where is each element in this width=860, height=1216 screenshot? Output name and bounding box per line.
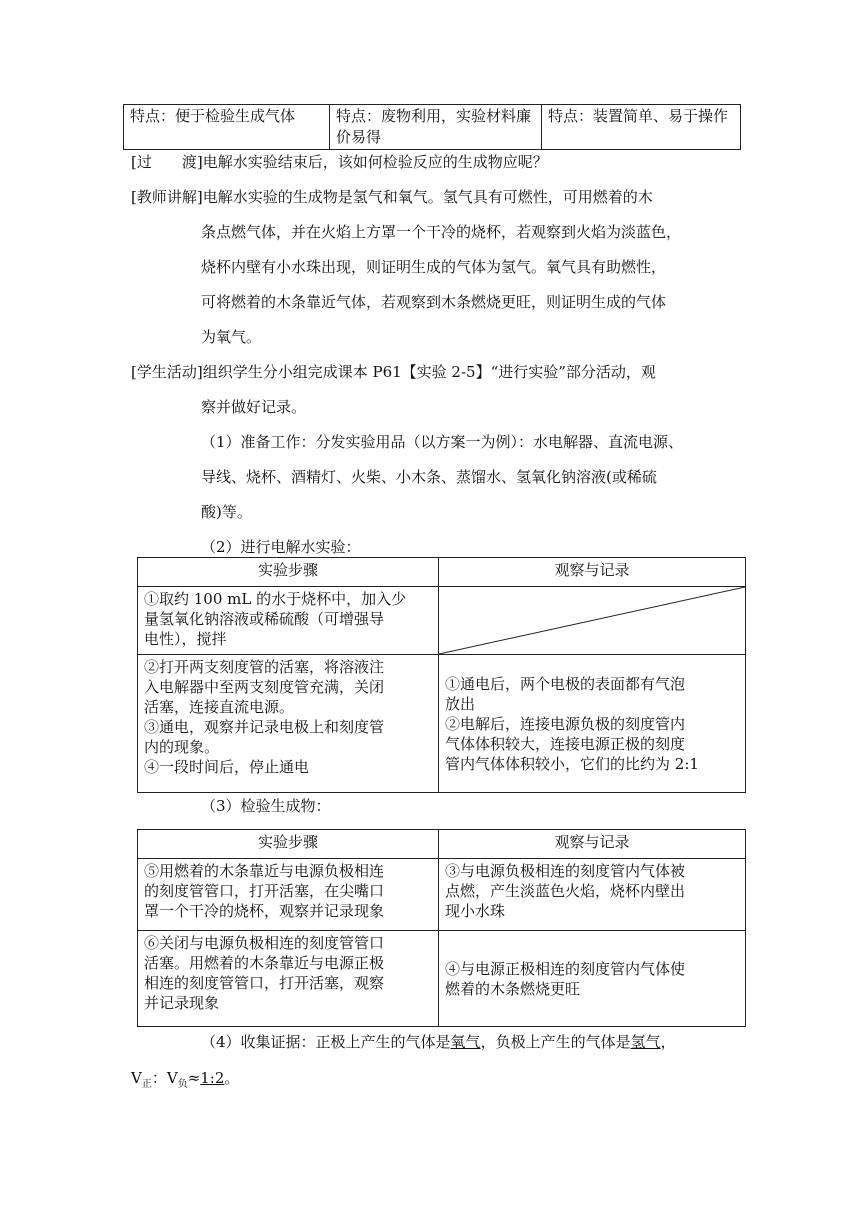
evidence-line bbox=[201, 1032, 676, 1052]
student-line: 察并做好记录。 bbox=[201, 398, 307, 416]
prep-line: 导线、烧杯、酒精灯、火柴、小木条、蒸馏水、氢氧化钠溶液(或稀硫 bbox=[201, 468, 657, 486]
step-line: ②打开两支刻度管的活塞，将溶液注 bbox=[144, 658, 385, 676]
step2-heading: （2）进行电解水实验： bbox=[201, 538, 361, 556]
observation-line: ②电解后，连接电源负极的刻度管内 bbox=[445, 714, 686, 733]
transition-paragraph bbox=[131, 152, 548, 172]
observation-cell bbox=[439, 859, 746, 931]
step-line: 的刻度管管口，打开活塞，在尖嘴口 bbox=[144, 882, 385, 900]
student-paragraph bbox=[131, 362, 656, 382]
observation-line: 放出 bbox=[445, 694, 476, 713]
step-line: 内的现象。 bbox=[144, 738, 220, 756]
step-line: 活塞，连接直流电源。 bbox=[144, 698, 295, 716]
evidence-prefix: （4）收集证据：正极上产生的气体是 bbox=[201, 1033, 451, 1051]
observation-line: ④与电源正极相连的刻度管内气体使 bbox=[445, 959, 686, 978]
transition-text: 电解水实验结束后，该如何检验反应的生成物应呢？ bbox=[202, 153, 548, 171]
answer-blank: 氢气 bbox=[630, 1033, 661, 1051]
feature-cell: 特点：便于检验生成气体 bbox=[124, 105, 330, 150]
teacher-paragraph bbox=[131, 187, 653, 207]
teacher-label: [教师讲解] bbox=[131, 188, 203, 206]
table-row bbox=[138, 931, 746, 1027]
prep-line: 酸)等。 bbox=[201, 503, 252, 521]
negative-subscript: 负 bbox=[177, 1079, 188, 1090]
step-line: ③通电，观察并记录电极上和刻度管 bbox=[144, 718, 385, 736]
step-line: ⑥关闭与电源负极相连的刻度管管口 bbox=[144, 934, 385, 952]
transition-label: [过 渡] bbox=[131, 153, 203, 171]
teacher-line: 可将燃着的木条靠近气体，若观察到木条燃烧更旺，则证明生成的气体 bbox=[201, 293, 667, 311]
volume-ratio-line bbox=[131, 1068, 239, 1095]
approx-sign: ≈ bbox=[187, 1069, 201, 1087]
observation-line: 现小水珠 bbox=[445, 902, 506, 920]
column-header: 实验步骤 bbox=[138, 558, 439, 587]
step3-heading: （3）检验生成物： bbox=[201, 797, 331, 815]
observation-line: 燃着的木条燃烧更旺 bbox=[445, 979, 581, 998]
teacher-line: 为氧气。 bbox=[201, 328, 262, 346]
column-header: 观察与记录 bbox=[439, 558, 746, 587]
step-line: ①取约 100 mL 的水于烧杯中，加入少 bbox=[144, 590, 407, 608]
observation-line: 点燃，产生淡蓝色火焰，烧杯内壁出 bbox=[445, 882, 686, 900]
volume-symbol: V bbox=[131, 1069, 142, 1087]
step-cell bbox=[138, 859, 439, 931]
step-line: 并记录现象 bbox=[144, 994, 220, 1012]
step-line: 量氢氧化钠溶液或稀硫酸（可增强导 bbox=[144, 610, 385, 628]
teacher-line: 条点燃气体，并在火焰上方罩一个干冷的烧杯，若观察到火焰为淡蓝色， bbox=[201, 223, 682, 241]
observation-line: 气体体积较大，连接电源正极的刻度 bbox=[445, 734, 686, 753]
period: 。 bbox=[224, 1069, 240, 1087]
student-label: [学生活动] bbox=[131, 363, 203, 381]
evidence-middle: ，负极上产生的气体是 bbox=[480, 1033, 631, 1051]
answer-blank: 氧气 bbox=[450, 1033, 481, 1051]
observation-cell bbox=[439, 655, 746, 793]
table-header-row bbox=[138, 558, 746, 587]
observation-line: ③与电源负极相连的刻度管内气体被 bbox=[445, 862, 686, 880]
step-line: 入电解器中至两支刻度管充满，关闭 bbox=[144, 678, 385, 696]
teacher-line: 电解水实验的生成物是氢气和氧气。氢气具有可燃性，可用燃着的木 bbox=[202, 188, 653, 206]
teacher-line: 烧杯内壁有小水珠出现，则证明生成的气体为氢气。氧气具有助燃性， bbox=[201, 258, 667, 276]
step-line: 电性），搅拌 bbox=[144, 630, 227, 648]
step-cell bbox=[138, 931, 439, 1027]
diagonal-line bbox=[439, 587, 745, 654]
observation-cell bbox=[439, 931, 746, 1027]
column-header: 观察与记录 bbox=[439, 830, 746, 859]
feature-cell: 特点：废物利用，实验材料廉价易得 bbox=[330, 105, 542, 150]
table-row bbox=[138, 859, 746, 931]
positive-subscript: 正 bbox=[141, 1079, 152, 1090]
features-table bbox=[123, 104, 741, 150]
product-test-table bbox=[137, 829, 746, 1027]
diagonal-cell bbox=[439, 587, 746, 655]
step-line: 罩一个干冷的烧杯，观察并记录现象 bbox=[144, 902, 385, 920]
observation-line: ①通电后，两个电极的表面都有气泡 bbox=[445, 674, 686, 693]
column-header: 实验步骤 bbox=[138, 830, 439, 859]
answer-blank: 1:2 bbox=[200, 1069, 225, 1087]
table-header-row bbox=[138, 830, 746, 859]
electrolysis-table bbox=[137, 557, 746, 793]
ratio-colon: ：V bbox=[151, 1069, 178, 1087]
student-line: 组织学生分小组完成课本 P61【实验 2-5】“进行实验”部分活动，观 bbox=[202, 363, 656, 381]
table-row bbox=[124, 105, 741, 150]
step-line: ⑤用燃着的木条靠近与电源负极相连 bbox=[144, 862, 385, 880]
prep-line: （1）准备工作：分发实验用品（以方案一为例）：水电解器、直流电源、 bbox=[201, 433, 684, 451]
observation-line: 管内气体体积较小，它们的比约为 2:1 bbox=[445, 754, 699, 773]
evidence-end: ， bbox=[660, 1033, 676, 1051]
step-line: ④一段时间后，停止通电 bbox=[144, 758, 310, 776]
step-line: 活塞。用燃着的木条靠近与电源正极 bbox=[144, 954, 385, 972]
step-line: 相连的刻度管管口，打开活塞，观察 bbox=[144, 974, 385, 992]
step-cell bbox=[138, 655, 439, 793]
feature-cell: 特点：装置简单、易于操作 bbox=[542, 105, 741, 150]
table-row bbox=[138, 587, 746, 655]
step-cell bbox=[138, 587, 439, 655]
table-row bbox=[138, 655, 746, 793]
